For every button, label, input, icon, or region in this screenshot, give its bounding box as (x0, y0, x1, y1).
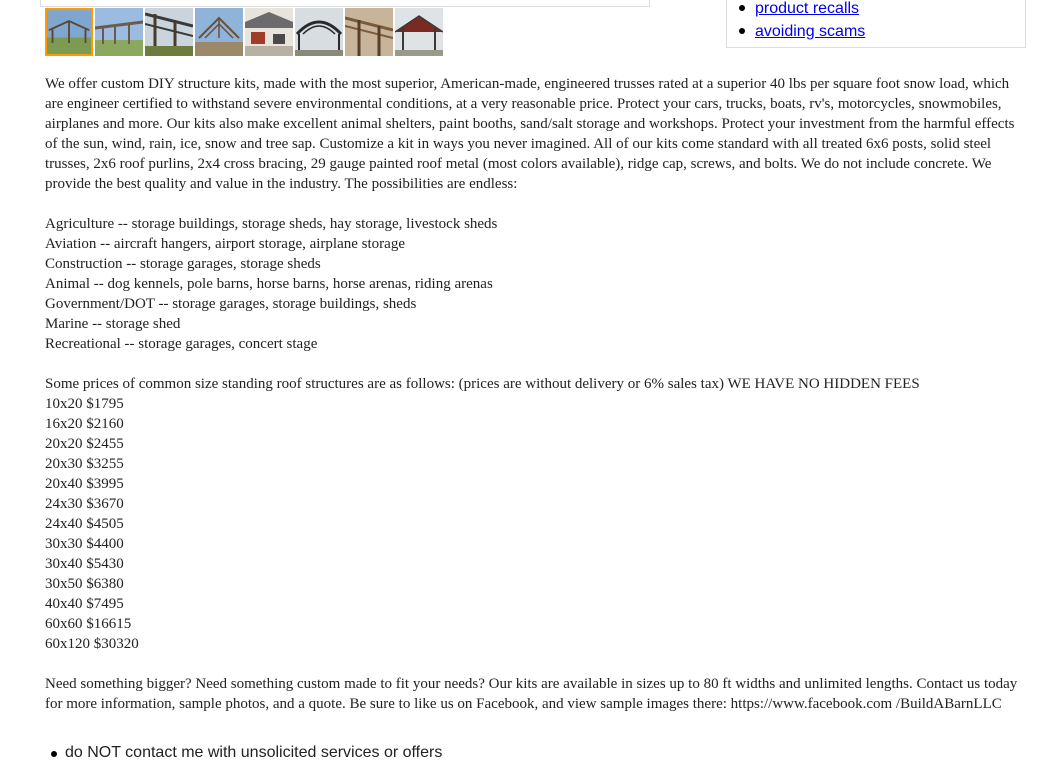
price-line: 20x20 $2455 (45, 436, 124, 452)
use-line: Agriculture -- storage buildings, storage sheds, hay storage, livestock sheds (45, 216, 498, 232)
use-line: Recreational -- storage garages, concert stage (45, 336, 318, 352)
use-line: Government/DOT -- storage garages, storage buildings, sheds (45, 296, 417, 312)
sidebar-item-product-recalls (738, 0, 865, 20)
use-line: Animal -- dog kennels, pole barns, horse barns, horse arenas, riding arenas (45, 276, 493, 292)
thumbnail-3[interactable] (145, 8, 193, 56)
thumbnail-6[interactable] (295, 8, 343, 56)
thumbnail-8[interactable] (395, 8, 443, 56)
barn-structure-photo-icon (95, 8, 143, 56)
posting-body (45, 74, 1030, 714)
barn-structure-photo-icon (395, 8, 443, 56)
price-line: 24x30 $3670 (45, 496, 124, 512)
uses-list (45, 214, 1030, 354)
thumbnail-7[interactable] (345, 8, 393, 56)
use-line: Aviation -- aircraft hangers, airport storage, airplane storage (45, 236, 405, 252)
price-line: 10x20 $1795 (45, 396, 124, 412)
thumbnail-4[interactable] (195, 8, 243, 56)
thumbnail-2[interactable] (95, 8, 143, 56)
barn-structure-photo-icon (195, 8, 243, 56)
safety-links-list (738, 0, 865, 43)
price-line: 20x40 $3995 (45, 476, 124, 492)
price-list (45, 394, 1030, 654)
product-recalls-link[interactable]: product recalls (755, 0, 860, 17)
price-line: 40x40 $7495 (45, 596, 124, 612)
avoiding-scams-link[interactable]: avoiding scams (755, 23, 866, 40)
sidebar-item-avoiding-scams (738, 20, 865, 43)
barn-structure-photo-icon (47, 10, 91, 54)
thumbnail-strip (45, 8, 445, 56)
barn-structure-photo-icon (145, 8, 193, 56)
price-line: 60x60 $16615 (45, 616, 132, 632)
price-line: 20x30 $3255 (45, 456, 124, 472)
barn-structure-photo-icon (295, 8, 343, 56)
barn-structure-photo-icon (345, 8, 393, 56)
barn-structure-photo-icon (245, 8, 293, 56)
notices-list (50, 743, 442, 763)
price-line: 60x120 $30320 (45, 636, 139, 652)
thumbnail-1[interactable] (45, 8, 93, 56)
closing-paragraph: Need something bigger? Need something custom made to fit your needs? Our kits are available in sizes up to 80 ft widths and unlimited lengths. Contact us today for more information, sample photos, and a quote. Be sure to like us on Facebook, and view sample images there: https://www.facebook.com /BuildABarnLLC (45, 676, 1018, 712)
price-line: 16x20 $2160 (45, 416, 124, 432)
image-gallery-frame (40, 0, 650, 7)
intro-paragraph: We offer custom DIY structure kits, made with the most superior, American-made, engineered trusses rated at a superior 40 lbs per square foot snow load, which are engineer certified to withstand severe environmental conditions, at a very reasonable price. Protect your cars, trucks, boats, rv's, motorcycles, snowmobiles, airplanes and more. Our kits also make excellent animal shelters, paint booths, sand/salt storage and workshops. Protect your investment from the harmful effects of the sun, wind, rain, ice, snow and tree sap. Customize a kit in ways you never imagined. All of our kits come standard with all treated 6x6 posts, solid steel trusses, 2x6 roof purlins, 2x4 cross bracing, 29 gauge painted roof metal (most colors available), ridge cap, screws, and bolts. We do not include concrete. We provide the best quality and value in the industry. The possibilities are endless: (45, 76, 1015, 192)
thumbnail-5[interactable] (245, 8, 293, 56)
prices-heading: Some prices of common size standing roof structures are as follows: (prices are without delivery or 6% sales tax) WE HAVE NO HIDDEN FEES (45, 376, 920, 392)
notice-item: do NOT contact me with unsolicited services or offers (50, 743, 442, 763)
price-line: 24x40 $4505 (45, 516, 124, 532)
price-line: 30x50 $6380 (45, 576, 124, 592)
price-line: 30x40 $5430 (45, 556, 124, 572)
price-line: 30x30 $4400 (45, 536, 124, 552)
use-line: Marine -- storage shed (45, 316, 181, 332)
use-line: Construction -- storage garages, storage sheds (45, 256, 321, 272)
